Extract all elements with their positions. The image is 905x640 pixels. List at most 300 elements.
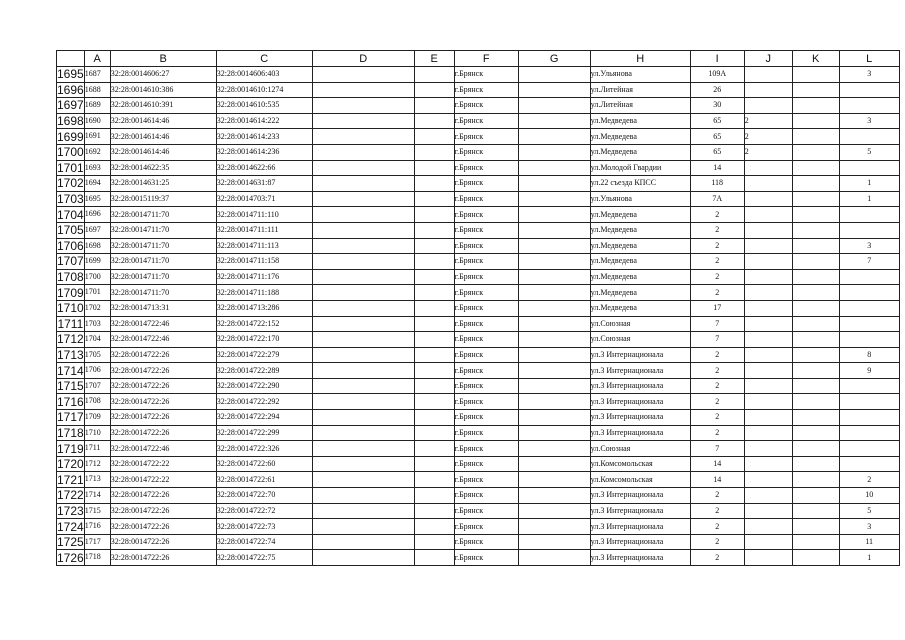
cell-k[interactable] [792,285,839,301]
cell-i[interactable]: 65 [690,113,744,129]
cell-c[interactable]: 32:28:0014722:73 [216,519,312,535]
cell-b[interactable]: 32:28:0014722:26 [110,347,216,363]
row-number[interactable]: 1725 [57,535,84,550]
cell-a[interactable]: 1688 [84,82,110,98]
cell-c[interactable]: 32:28:0014711:113 [216,238,312,254]
cell-g[interactable] [518,82,590,98]
cell-h[interactable]: ул.3 Интернационала [590,363,690,379]
cell-h[interactable]: ул.Медведева [590,300,690,316]
cell-k[interactable] [792,410,839,426]
column-header-a[interactable]: A [84,51,110,67]
cell-a[interactable]: 1712 [84,456,110,472]
cell-d[interactable] [312,285,414,301]
column-header-k[interactable]: K [792,51,839,67]
cell-j[interactable] [744,456,792,472]
cell-d[interactable] [312,176,414,192]
cell-b[interactable]: 32:28:0014722:26 [110,378,216,394]
cell-j[interactable] [744,222,792,238]
cell-f[interactable]: г.Брянск [454,300,518,316]
cell-d[interactable] [312,363,414,379]
cell-g[interactable] [518,191,590,207]
cell-i[interactable]: 2 [690,519,744,535]
cell-c[interactable]: 32:28:0014711:110 [216,207,312,223]
cell-a[interactable]: 1705 [84,347,110,363]
cell-i[interactable]: 65 [690,129,744,145]
cell-e[interactable] [414,332,454,348]
cell-j[interactable]: 2 [744,129,792,145]
cell-l[interactable] [839,300,899,316]
cell-i[interactable]: 109А [690,67,744,83]
cell-i[interactable]: 7А [690,191,744,207]
cell-l[interactable] [839,332,899,348]
cell-a[interactable]: 1693 [84,160,110,176]
cell-d[interactable] [312,347,414,363]
cell-i[interactable]: 2 [690,425,744,441]
cell-e[interactable] [414,238,454,254]
cell-f[interactable]: г.Брянск [454,347,518,363]
cell-j[interactable]: 2 [744,113,792,129]
cell-f[interactable]: г.Брянск [454,98,518,114]
row-number[interactable]: 1723 [57,503,84,518]
cell-l[interactable]: 3 [839,67,899,83]
cell-c[interactable]: 32:28:0014722:70 [216,488,312,504]
row-number[interactable]: 1709 [57,285,84,300]
cell-l[interactable] [839,98,899,114]
cell-c[interactable]: 32:28:0014622:66 [216,160,312,176]
cell-l[interactable]: 1 [839,191,899,207]
cell-d[interactable] [312,472,414,488]
row-number[interactable]: 1718 [57,425,84,440]
cell-b[interactable]: 32:28:0014711:70 [110,269,216,285]
cell-i[interactable]: 14 [690,160,744,176]
cell-g[interactable] [518,550,590,566]
cell-g[interactable] [518,503,590,519]
cell-l[interactable]: 1 [839,176,899,192]
row-number[interactable]: 1713 [57,347,84,362]
cell-g[interactable] [518,456,590,472]
cell-h[interactable]: ул.Ульянова [590,191,690,207]
cell-c[interactable]: 32:28:0014711:111 [216,222,312,238]
cell-b[interactable]: 32:28:0014711:70 [110,285,216,301]
cell-j[interactable] [744,160,792,176]
cell-d[interactable] [312,410,414,426]
cell-g[interactable] [518,519,590,535]
cell-i[interactable]: 2 [690,378,744,394]
cell-b[interactable]: 32:28:0014722:26 [110,488,216,504]
cell-c[interactable]: 32:28:0014722:74 [216,534,312,550]
cell-e[interactable] [414,160,454,176]
cell-g[interactable] [518,67,590,83]
cell-d[interactable] [312,191,414,207]
cell-g[interactable] [518,441,590,457]
cell-i[interactable]: 2 [690,394,744,410]
cell-h[interactable]: ул.Литейная [590,82,690,98]
cell-j[interactable] [744,82,792,98]
cell-b[interactable]: 32:28:0014722:26 [110,519,216,535]
cell-c[interactable]: 32:28:0014606:403 [216,67,312,83]
cell-j[interactable] [744,534,792,550]
cell-l[interactable] [839,269,899,285]
cell-j[interactable] [744,285,792,301]
cell-a[interactable]: 1694 [84,176,110,192]
cell-g[interactable] [518,534,590,550]
row-number[interactable]: 1726 [57,550,84,565]
cell-f[interactable]: г.Брянск [454,207,518,223]
cell-h[interactable]: ул.Медведева [590,144,690,160]
row-number[interactable]: 1700 [57,145,84,160]
cell-d[interactable] [312,67,414,83]
cell-k[interactable] [792,503,839,519]
cell-k[interactable] [792,269,839,285]
cell-l[interactable] [839,82,899,98]
column-header-i[interactable]: I [690,51,744,67]
cell-a[interactable]: 1696 [84,207,110,223]
cell-h[interactable]: ул.3 Интернационала [590,394,690,410]
cell-k[interactable] [792,441,839,457]
cell-c[interactable]: 32:28:0014722:61 [216,472,312,488]
cell-k[interactable] [792,456,839,472]
cell-f[interactable]: г.Брянск [454,222,518,238]
cell-l[interactable]: 2 [839,472,899,488]
cell-k[interactable] [792,254,839,270]
cell-e[interactable] [414,82,454,98]
cell-f[interactable]: г.Брянск [454,176,518,192]
row-number[interactable]: 1696 [57,82,84,97]
cell-a[interactable]: 1716 [84,519,110,535]
cell-k[interactable] [792,176,839,192]
cell-j[interactable] [744,410,792,426]
cell-a[interactable]: 1690 [84,113,110,129]
cell-g[interactable] [518,394,590,410]
cell-c[interactable]: 32:28:0014711:158 [216,254,312,270]
cell-j[interactable] [744,316,792,332]
cell-c[interactable]: 32:28:0014722:299 [216,425,312,441]
cell-l[interactable]: 3 [839,519,899,535]
cell-c[interactable]: 32:28:0014713:286 [216,300,312,316]
cell-k[interactable] [792,144,839,160]
row-number[interactable]: 1722 [57,488,84,503]
cell-g[interactable] [518,332,590,348]
row-number[interactable]: 1715 [57,379,84,394]
cell-h[interactable]: ул.Медведева [590,113,690,129]
cell-f[interactable]: г.Брянск [454,144,518,160]
cell-i[interactable]: 14 [690,456,744,472]
cell-i[interactable]: 2 [690,285,744,301]
cell-c[interactable]: 32:28:0014722:326 [216,441,312,457]
cell-g[interactable] [518,316,590,332]
cell-f[interactable]: г.Брянск [454,534,518,550]
cell-l[interactable]: 3 [839,238,899,254]
row-number[interactable]: 1697 [57,98,84,113]
cell-d[interactable] [312,425,414,441]
cell-c[interactable]: 32:28:0014631:87 [216,176,312,192]
cell-j[interactable] [744,363,792,379]
cell-g[interactable] [518,347,590,363]
cell-k[interactable] [792,82,839,98]
cell-k[interactable] [792,67,839,83]
cell-e[interactable] [414,378,454,394]
cell-k[interactable] [792,191,839,207]
cell-g[interactable] [518,488,590,504]
cell-l[interactable] [839,456,899,472]
cell-a[interactable]: 1717 [84,534,110,550]
cell-l[interactable]: 5 [839,503,899,519]
row-number[interactable]: 1710 [57,301,84,316]
cell-e[interactable] [414,67,454,83]
cell-d[interactable] [312,269,414,285]
cell-f[interactable]: г.Брянск [454,503,518,519]
cell-h[interactable]: ул.Союзная [590,441,690,457]
cell-a[interactable]: 1708 [84,394,110,410]
column-header-g[interactable]: G [518,51,590,67]
column-header-j[interactable]: J [744,51,792,67]
cell-f[interactable]: г.Брянск [454,425,518,441]
row-number[interactable]: 1707 [57,254,84,269]
cell-c[interactable]: 32:28:0014610:1274 [216,82,312,98]
cell-e[interactable] [414,456,454,472]
column-header-c[interactable]: C [216,51,312,67]
cell-k[interactable] [792,425,839,441]
row-number[interactable]: 1721 [57,472,84,487]
cell-h[interactable]: ул.Комсомольская [590,472,690,488]
cell-f[interactable]: г.Брянск [454,160,518,176]
cell-l[interactable] [839,222,899,238]
row-number[interactable]: 1701 [57,160,84,175]
row-number[interactable]: 1705 [57,223,84,238]
cell-h[interactable]: ул.Медведева [590,269,690,285]
cell-d[interactable] [312,394,414,410]
cell-l[interactable] [839,425,899,441]
row-number[interactable]: 1717 [57,410,84,425]
cell-b[interactable]: 32:28:0014622:35 [110,160,216,176]
cell-h[interactable]: ул.Медведева [590,254,690,270]
cell-c[interactable]: 32:28:0014614:233 [216,129,312,145]
cell-f[interactable]: г.Брянск [454,332,518,348]
column-header-b[interactable]: B [110,51,216,67]
cell-b[interactable]: 32:28:0014711:70 [110,238,216,254]
cell-k[interactable] [792,222,839,238]
cell-k[interactable] [792,472,839,488]
cell-h[interactable]: ул.Ульянова [590,67,690,83]
cell-j[interactable] [744,254,792,270]
cell-j[interactable] [744,378,792,394]
cell-g[interactable] [518,269,590,285]
cell-f[interactable]: г.Брянск [454,82,518,98]
cell-k[interactable] [792,332,839,348]
cell-h[interactable]: ул.Молодой Гвардии [590,160,690,176]
cell-d[interactable] [312,488,414,504]
cell-d[interactable] [312,207,414,223]
cell-g[interactable] [518,222,590,238]
cell-a[interactable]: 1689 [84,98,110,114]
cell-h[interactable]: ул.Союзная [590,316,690,332]
cell-i[interactable]: 2 [690,207,744,223]
cell-a[interactable]: 1699 [84,254,110,270]
cell-j[interactable] [744,332,792,348]
cell-d[interactable] [312,332,414,348]
cell-a[interactable]: 1697 [84,222,110,238]
cell-f[interactable]: г.Брянск [454,488,518,504]
column-header-e[interactable]: E [414,51,454,67]
cell-c[interactable]: 32:28:0014722:170 [216,332,312,348]
cell-e[interactable] [414,316,454,332]
cell-i[interactable]: 2 [690,503,744,519]
cell-f[interactable]: г.Брянск [454,285,518,301]
cell-d[interactable] [312,456,414,472]
cell-h[interactable]: ул.3 Интернационала [590,519,690,535]
cell-k[interactable] [792,550,839,566]
cell-a[interactable]: 1714 [84,488,110,504]
cell-a[interactable]: 1718 [84,550,110,566]
cell-l[interactable] [839,394,899,410]
cell-j[interactable] [744,394,792,410]
cell-b[interactable]: 32:28:0014614:46 [110,129,216,145]
cell-g[interactable] [518,98,590,114]
cell-b[interactable]: 32:28:0014610:386 [110,82,216,98]
cell-h[interactable]: ул.Комсомольская [590,456,690,472]
cell-e[interactable] [414,144,454,160]
cell-a[interactable]: 1691 [84,129,110,145]
cell-c[interactable]: 32:28:0014610:535 [216,98,312,114]
cell-g[interactable] [518,160,590,176]
cell-a[interactable]: 1698 [84,238,110,254]
cell-b[interactable]: 32:28:0014722:46 [110,441,216,457]
cell-c[interactable]: 32:28:0014722:294 [216,410,312,426]
row-number[interactable]: 1724 [57,519,84,534]
cell-i[interactable]: 14 [690,472,744,488]
cell-f[interactable]: г.Брянск [454,254,518,270]
cell-f[interactable]: г.Брянск [454,363,518,379]
cell-h[interactable]: ул.Медведева [590,238,690,254]
cell-c[interactable]: 32:28:0014614:222 [216,113,312,129]
cell-f[interactable]: г.Брянск [454,378,518,394]
row-number[interactable]: 1704 [57,207,84,222]
cell-a[interactable]: 1700 [84,269,110,285]
cell-j[interactable] [744,238,792,254]
cell-h[interactable]: ул.Медведева [590,285,690,301]
cell-d[interactable] [312,378,414,394]
cell-h[interactable]: ул.3 Интернационала [590,534,690,550]
cell-i[interactable]: 2 [690,347,744,363]
row-number[interactable]: 1708 [57,270,84,285]
cell-i[interactable]: 2 [690,488,744,504]
cell-k[interactable] [792,300,839,316]
cell-e[interactable] [414,285,454,301]
cell-k[interactable] [792,316,839,332]
cell-f[interactable]: г.Брянск [454,550,518,566]
cell-l[interactable]: 8 [839,347,899,363]
cell-l[interactable] [839,160,899,176]
cell-g[interactable] [518,176,590,192]
cell-f[interactable]: г.Брянск [454,316,518,332]
cell-k[interactable] [792,160,839,176]
cell-b[interactable]: 32:28:0014614:46 [110,113,216,129]
cell-g[interactable] [518,472,590,488]
cell-k[interactable] [792,519,839,535]
cell-j[interactable] [744,98,792,114]
cell-j[interactable] [744,550,792,566]
cell-l[interactable] [839,441,899,457]
row-number[interactable]: 1703 [57,192,84,207]
cell-b[interactable]: 32:28:0014722:26 [110,550,216,566]
cell-l[interactable]: 10 [839,488,899,504]
cell-k[interactable] [792,378,839,394]
cell-h[interactable]: ул.3 Интернационала [590,550,690,566]
cell-g[interactable] [518,144,590,160]
cell-d[interactable] [312,316,414,332]
cell-a[interactable]: 1703 [84,316,110,332]
cell-j[interactable] [744,176,792,192]
cell-i[interactable]: 7 [690,441,744,457]
cell-e[interactable] [414,363,454,379]
cell-b[interactable]: 32:28:0014614:46 [110,144,216,160]
column-header-h[interactable]: H [590,51,690,67]
cell-i[interactable]: 2 [690,363,744,379]
cell-i[interactable]: 65 [690,144,744,160]
cell-k[interactable] [792,207,839,223]
cell-a[interactable]: 1710 [84,425,110,441]
cell-g[interactable] [518,207,590,223]
cell-c[interactable]: 32:28:0014711:176 [216,269,312,285]
cell-f[interactable]: г.Брянск [454,394,518,410]
cell-k[interactable] [792,394,839,410]
cell-b[interactable]: 32:28:0014722:46 [110,316,216,332]
cell-d[interactable] [312,503,414,519]
cell-a[interactable]: 1709 [84,410,110,426]
cell-a[interactable]: 1704 [84,332,110,348]
cell-g[interactable] [518,129,590,145]
cell-j[interactable] [744,425,792,441]
cell-f[interactable]: г.Брянск [454,113,518,129]
cell-c[interactable]: 32:28:0014722:289 [216,363,312,379]
cell-c[interactable]: 32:28:0014703:71 [216,191,312,207]
cell-k[interactable] [792,347,839,363]
cell-b[interactable]: 32:28:0014722:26 [110,394,216,410]
row-number[interactable]: 1699 [57,129,84,144]
cell-b[interactable]: 32:28:0015119:37 [110,191,216,207]
cell-c[interactable]: 32:28:0014722:60 [216,456,312,472]
cell-f[interactable]: г.Брянск [454,456,518,472]
corner-cell[interactable] [57,51,85,67]
cell-b[interactable]: 32:28:0014722:26 [110,425,216,441]
cell-h[interactable]: ул.3 Интернационала [590,503,690,519]
cell-b[interactable]: 32:28:0014722:26 [110,410,216,426]
cell-c[interactable]: 32:28:0014722:72 [216,503,312,519]
cell-k[interactable] [792,238,839,254]
cell-b[interactable]: 32:28:0014722:46 [110,332,216,348]
cell-h[interactable]: ул.3 Интернационала [590,410,690,426]
cell-i[interactable]: 2 [690,222,744,238]
cell-a[interactable]: 1715 [84,503,110,519]
cell-e[interactable] [414,113,454,129]
cell-j[interactable] [744,300,792,316]
cell-e[interactable] [414,269,454,285]
cell-j[interactable] [744,269,792,285]
row-number[interactable]: 1720 [57,457,84,472]
cell-h[interactable]: ул.3 Интернационала [590,378,690,394]
cell-b[interactable]: 32:28:0014711:70 [110,207,216,223]
cell-l[interactable] [839,378,899,394]
cell-f[interactable]: г.Брянск [454,238,518,254]
cell-b[interactable]: 32:28:0014722:22 [110,456,216,472]
cell-g[interactable] [518,300,590,316]
cell-j[interactable] [744,347,792,363]
cell-g[interactable] [518,238,590,254]
cell-j[interactable] [744,488,792,504]
cell-g[interactable] [518,254,590,270]
cell-f[interactable]: г.Брянск [454,472,518,488]
cell-k[interactable] [792,488,839,504]
